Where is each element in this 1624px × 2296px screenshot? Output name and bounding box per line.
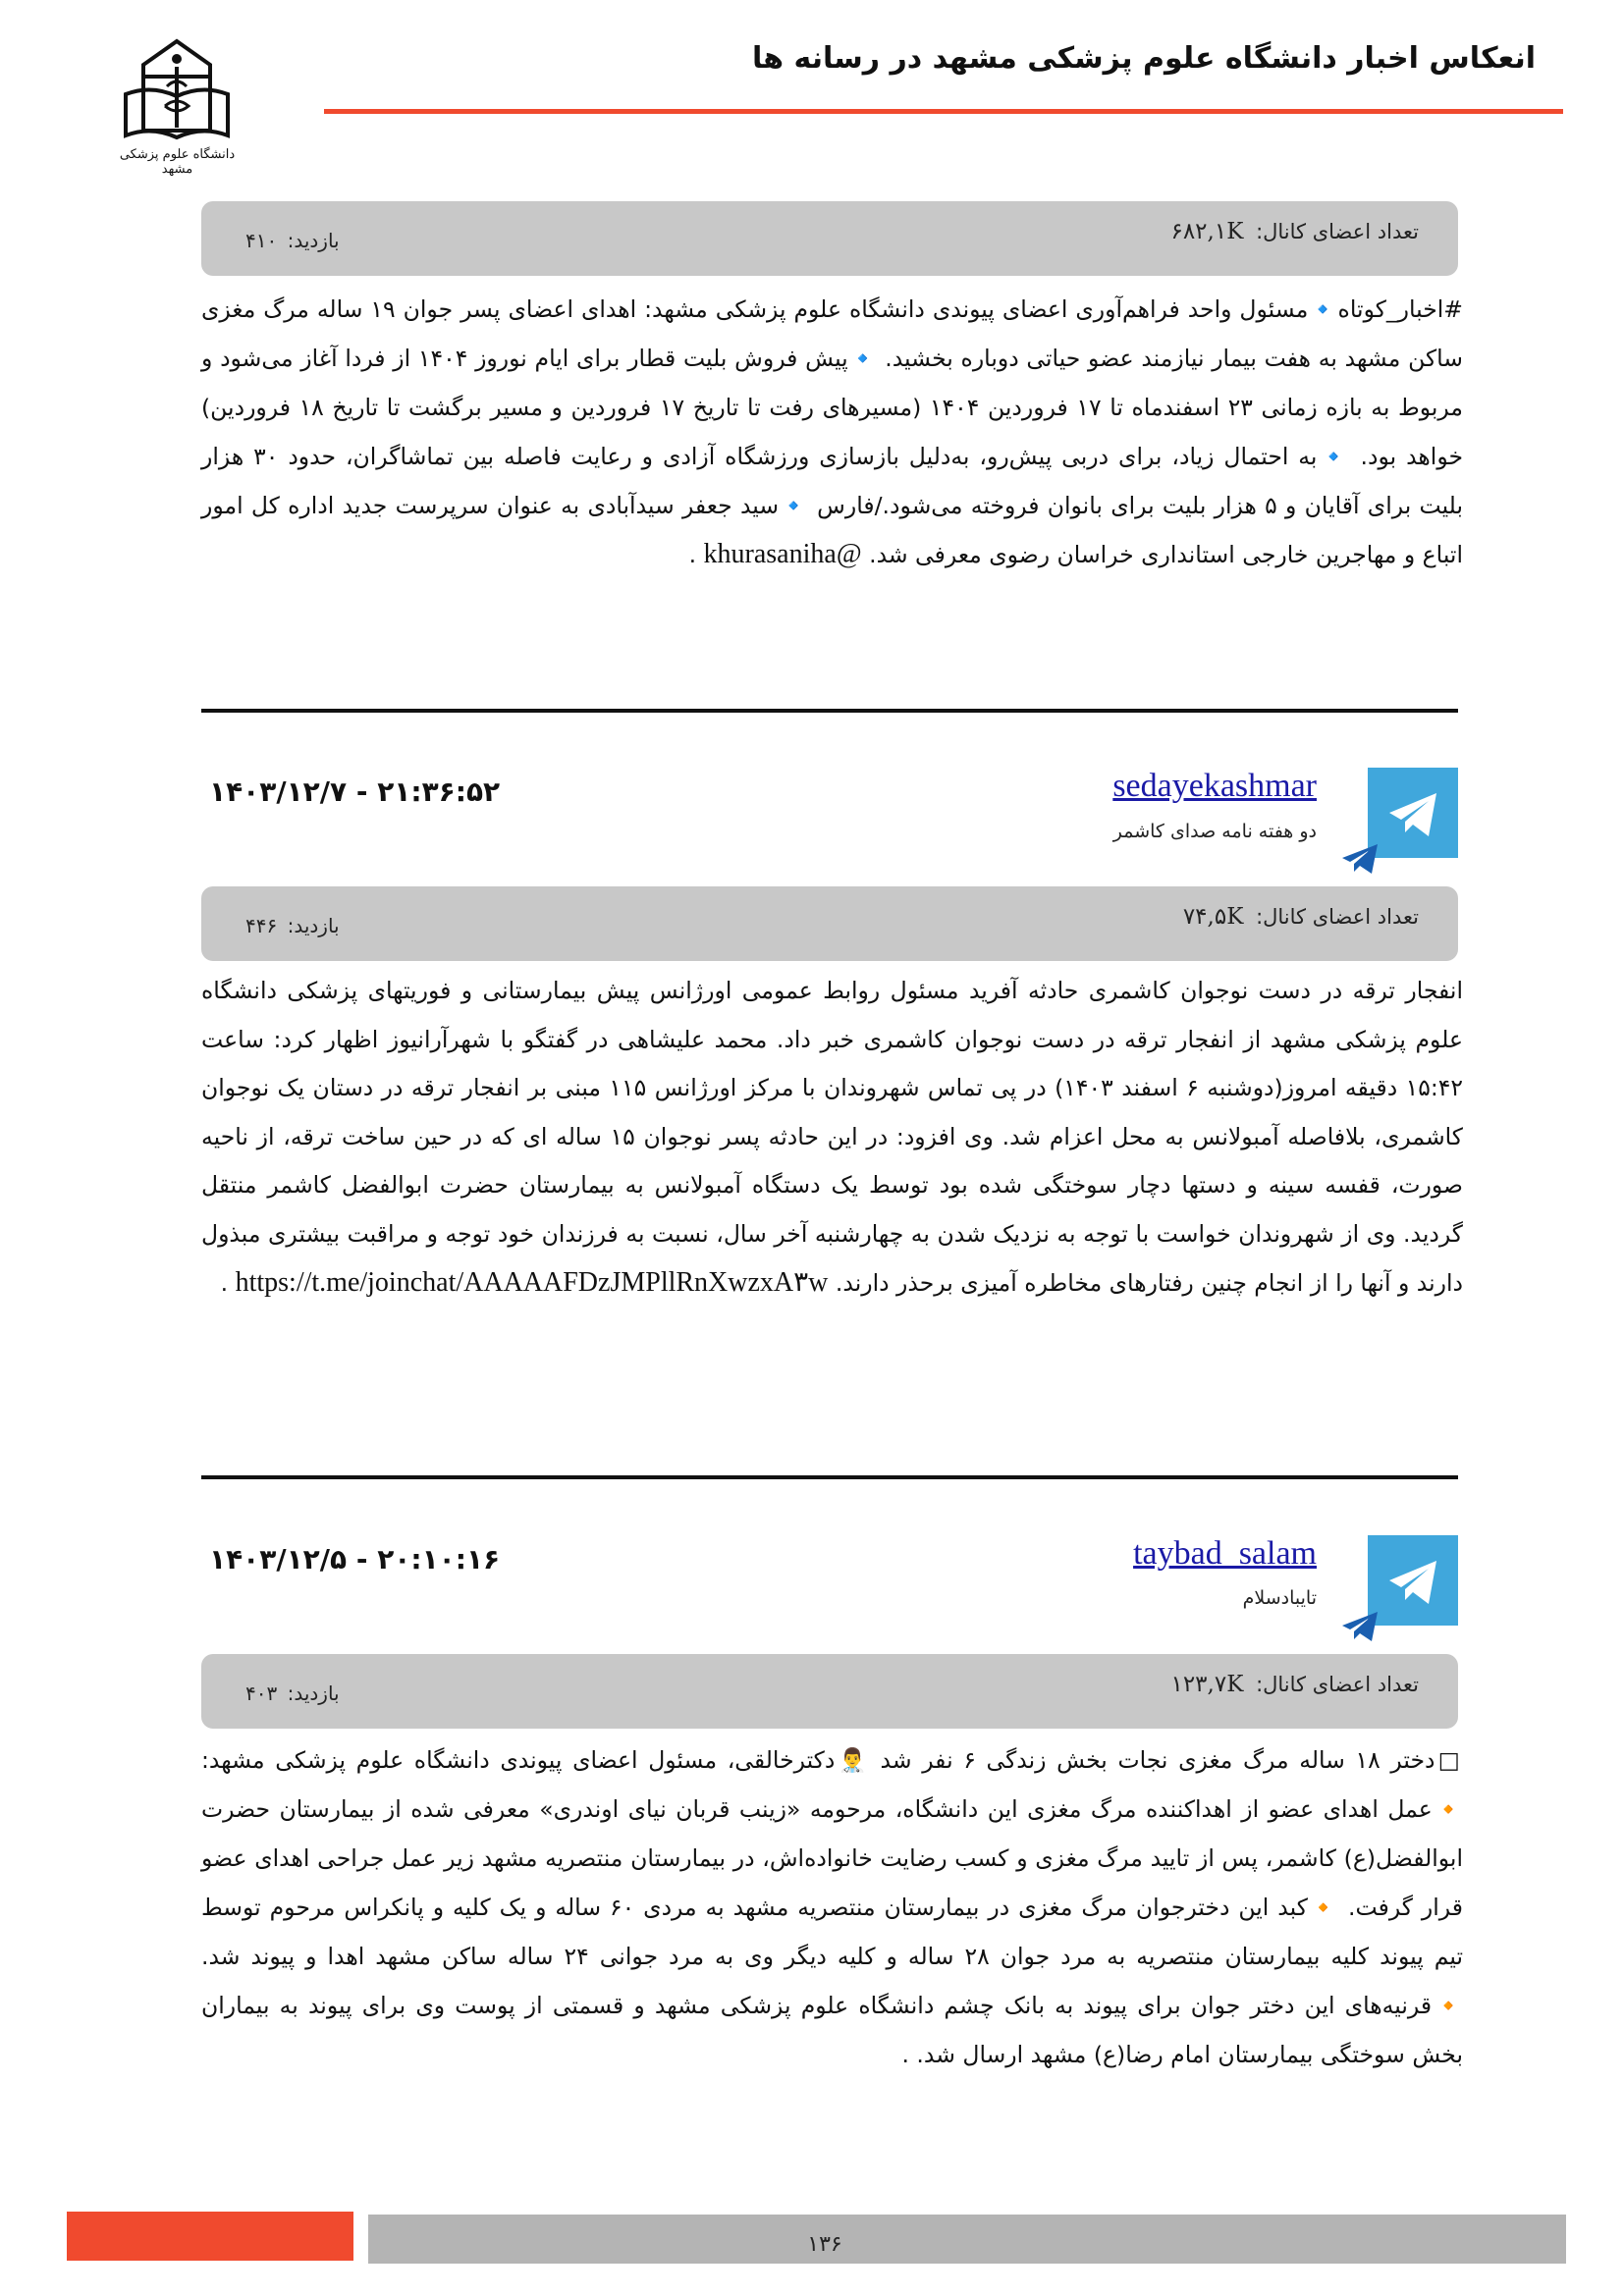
member-count-label: تعداد اعضای کانال: <box>1256 1673 1419 1696</box>
footer-bar <box>368 2215 1566 2264</box>
member-count <box>1183 904 1419 930</box>
university-logo <box>116 37 239 177</box>
post-body: #اخبار_کوتاه🔹مسئول واحد فراهم‌آوری اعضای پیوندی دانشگاه علوم پزشکی مشهد: اهدای اعضای پسر جوان ۱۹ ساله مرگ مغزی ساکن مشهد به هفت بیمار نیازمند عضو حیاتی دوباره بخشید. 🔹پیش فروش بلیت قطار برای ایام نوروز ۱۴۰۴ از فردا آغاز می‌شود و مربوط به بازه زمانی ۲۳ اسفندماه تا ۱۷ فروردین ۱۴۰۴ (مسیرهای رفت تا تاریخ ۱۷ فروردین و مسیر برگشت تا تاریخ ۱۸ فروردین) خواهد بود. 🔹به احتمال زیاد، برای دربی پیش‌رو، به‌دلیل بازسازی ورزشگاه آزادی و رعایت فاصله بین تماشاگران، حدود ۳۰ هزار بلیت برای آقایان و ۵ هزار بلیت برای بانوان فروخته می‌شود./فارس 🔹سید جعفر سیدآبادی به عنوان سرپرست جدید اداره کل امور اتباع و مهاجرین خارجی استانداری خراسان رضوی معرفی شد. @khurasaniha . <box>201 295 1463 569</box>
member-count-label: تعداد اعضای کانال: <box>1256 905 1419 929</box>
telegram-icon[interactable] <box>1368 1535 1458 1626</box>
channel-link[interactable]: taybad_salam <box>1133 1535 1317 1572</box>
view-count <box>245 914 340 937</box>
page-title: انعکاس اخبار دانشگاه علوم پزشکی مشهد در رسانه ها <box>752 41 1536 76</box>
post-date: ۱۴۰۳/۱۲/۵ - ۲۰:۱۰:۱۶ <box>209 1543 501 1575</box>
post-body: □دختر ۱۸ ساله مرگ مغزی نجات بخش زندگی ۶ نفر شد 👨‍⚕️دکترخالقی، مسئول اعضای پیوندی دانشگاه علوم پزشکی مشهد: 🔸عمل اهدای عضو از اهداکننده مرگ مغزی این دانشگاه، مرحومه «زینب قربان نیای اوندری» معرفی شده از بیمارستان حضرت ابوالفضل(ع) کاشمر، پس از تایید مرگ مغزی و کسب رضایت خانواده‌اش، در بیمارستان منتصریه مشهد زیر عمل جراحی اهدای عضو قرار گرفت. 🔸کبد این دخترجوان مرگ مغزی در بیمارستان منتصریه مشهد به مردی ۶۰ ساله و یک کلیه و پانکراس مرحوم توسط تیم پیوند کلیه بیمارستان منتصریه به مرد جوان ۲۸ ساله و کلیه دیگر وی به مرد جوانی ۲۴ ساله ساکن مشهد اهدا و پیوند شد. 🔸قرنیه‌های این دختر جوان برای پیوند به بانک چشم دانشگاه علوم پزشکی مشهد و قسمتی از پوست وی برای پیوند به بیماران بخش سوختگی بیمارستان امام رضا(ع) مشهد ارسال شد. . <box>201 1746 1464 2068</box>
footer-accent-bar <box>67 2212 353 2261</box>
page-number: ۱۳۶ <box>807 2232 842 2257</box>
logo-emblem-icon <box>116 37 239 145</box>
view-count-label: بازدید: <box>287 229 340 252</box>
header-divider <box>324 109 1563 114</box>
member-count-value: ۱۲۳,۷K <box>1170 1672 1244 1697</box>
post-stats-bar <box>201 201 1458 276</box>
telegram-small-icon <box>1340 842 1380 876</box>
telegram-small-icon <box>1340 1610 1380 1643</box>
post-separator <box>201 1475 1458 1479</box>
post-body: انفجار ترقه در دست نوجوان کاشمری حادثه آفرید مسئول روابط عمومی اورژانس پیش بیمارستانی و فوریتهای پزشکی دانشگاه علوم پزشکی مشهد از انفجار ترقه در دست نوجوان کاشمری خبر داد. محمد علیشاهی در گفتگو با شهرآرانیوز اظهار کرد: ساعت ۱۵:۴۲ دقیقه امروز(دوشنبه ۶ اسفند ۱۴۰۳) در پی تماس شهروندان با مرکز اورژانس ۱۱۵ مبنی بر انفجار ترقه در دستان یک نوجوان کاشمری، بلافاصله آمبولانس به محل اعزام شد. وی افزود: در این حادثه پسر نوجوان ۱۵ ساله ای که در حین ساخت ترقه، از ناحیه صورت، قفسه سینه و دستها دچار سوختگی شده بود توسط یک دستگاه آمبولانس به بیمارستان حضرت ابوالفضل کاشمر منتقل گردید. وی از شهروندان خواست با توجه به نزدیک شدن به چهارشنبه آخر سال، نسبت به فرزندان خود توجه و مراقبت بیشتری مبذول دارند و آنها را از انجام چنین رفتارهای مخاطره آمیزی برحذر دارند. https://t.me/joinchat/AAAAAFDzJMPllRnXwzxA۳w . <box>201 977 1464 1298</box>
channel-name: تایبادسلام <box>1242 1587 1317 1609</box>
view-count <box>245 1682 340 1705</box>
view-count <box>245 229 340 252</box>
post-text: □دختر ۱۸ ساله مرگ مغزی نجات بخش زندگی ۶ نفر شد 👨‍⚕️دکترخالقی، مسئول اعضای پیوندی دانشگاه علوم پزشکی مشهد: 🔸عمل اهدای عضو از اهداکننده مرگ مغزی این دانشگاه، مرحومه «زینب قربان نیای اوندری» معرفی شده از بیمارستان حضرت ابوالفضل(ع) کاشمر، پس از تایید مرگ مغزی و کسب رضایت خانواده‌اش، در بیمارستان منتصریه مشهد زیر عمل جراحی اهدای عضو قرار گرفت. 🔸کبد این دخترجوان مرگ مغزی در بیمارستان منتصریه مشهد به مردی ۶۰ ساله و یک کلیه و پانکراس مرحوم توسط تیم پیوند کلیه بیمارستان منتصریه به مرد جوان ۲۸ ساله و کلیه دیگر وی به مرد جوانی ۲۴ ساله ساکن مشهد اهدا و پیوند شد. 🔸قرنیه‌های این دختر جوان برای پیوند به بانک چشم دانشگاه علوم پزشکی مشهد و قسمتی از پوست وی برای پیوند به بیماران بخش سوختگی بیمارستان امام رضا(ع) مشهد ارسال شد. <box>201 1746 1464 2068</box>
post-link[interactable]: @khurasaniha <box>703 539 862 569</box>
view-count-label: بازدید: <box>287 1682 340 1705</box>
post-separator <box>201 709 1458 713</box>
member-count-value: ۶۸۲,۱K <box>1170 219 1244 244</box>
post-stats-bar <box>201 1654 1458 1729</box>
member-count-label: تعداد اعضای کانال: <box>1256 220 1419 243</box>
channel-link[interactable]: sedayekashmar <box>1112 768 1317 804</box>
logo-caption: دانشگاه علوم پزشکی مشهد <box>119 147 236 177</box>
post-link[interactable]: https://t.me/joinchat/AAAAAFDzJMPllRnXwzxA۳w <box>235 1267 829 1298</box>
channel-name: دو هفته نامه صدای کاشمر <box>1112 821 1317 842</box>
view-count-value: ۴۴۶ <box>245 914 278 937</box>
view-count-value: ۴۱۰ <box>245 229 278 252</box>
member-count-value: ۷۴,۵K <box>1182 904 1244 930</box>
telegram-icon[interactable] <box>1368 768 1458 858</box>
post-stats-bar <box>201 886 1458 961</box>
post-date: ۱۴۰۳/۱۲/۷ - ۲۱:۳۶:۵۲ <box>209 775 501 808</box>
post-text: #اخبار_کوتاه🔹مسئول واحد فراهم‌آوری اعضای پیوندی دانشگاه علوم پزشکی مشهد: اهدای اعضای پسر جوان ۱۹ ساله مرگ مغزی ساکن مشهد به هفت بیمار نیازمند عضو حیاتی دوباره بخشید. 🔹پیش فروش بلیت قطار برای ایام نوروز ۱۴۰۴ از فردا آغاز می‌شود و مربوط به بازه زمانی ۲۳ اسفندماه تا ۱۷ فروردین ۱۴۰۴ (مسیرهای رفت تا تاریخ ۱۷ فروردین و مسیر برگشت تا تاریخ ۱۸ فروردین) خواهد بود. 🔹به احتمال زیاد، برای دربی پیش‌رو، به‌دلیل بازسازی ورزشگاه آزادی و رعایت فاصله بین تماشاگران، حدود ۳۰ هزار بلیت برای آقایان و ۵ هزار بلیت برای بانوان فروخته می‌شود./فارس 🔹سید جعفر سیدآبادی به عنوان سرپرست جدید اداره کل امور اتباع و مهاجرین خارجی استانداری خراسان رضوی معرفی شد. <box>201 295 1463 568</box>
post-text: انفجار ترقه در دست نوجوان کاشمری حادثه آفرید مسئول روابط عمومی اورژانس پیش بیمارستانی و فوریتهای پزشکی دانشگاه علوم پزشکی مشهد از انفجار ترقه در دست نوجوان کاشمری خبر داد. محمد علیشاهی در گفتگو با شهرآرانیوز اظهار کرد: ساعت ۱۵:۴۲ دقیقه امروز(دوشنبه ۶ اسفند ۱۴۰۳) در پی تماس شهروندان با مرکز اورژانس ۱۱۵ مبنی بر انفجار ترقه در دستان یک نوجوان کاشمری، بلافاصله آمبولانس به محل اعزام شد. وی افزود: در این حادثه پسر نوجوان ۱۵ ساله ای که در حین ساخت ترقه، از ناحیه صورت، قفسه سینه و دستها دچار سوختگی شده بود توسط یک دستگاه آمبولانس به بیمارستان حضرت ابوالفضل کاشمر منتقل گردید. وی از شهروندان خواست با توجه به نزدیک شدن به چهارشنبه آخر سال، نسبت به فرزندان خود توجه و مراقبت بیشتری مبذول دارند و آنها را از انجام چنین رفتارهای مخاطره آمیزی برحذر دارند. <box>201 977 1464 1297</box>
view-count-label: بازدید: <box>287 914 340 937</box>
member-count <box>1170 1672 1419 1697</box>
member-count <box>1170 219 1419 244</box>
view-count-value: ۴۰۳ <box>245 1682 278 1705</box>
